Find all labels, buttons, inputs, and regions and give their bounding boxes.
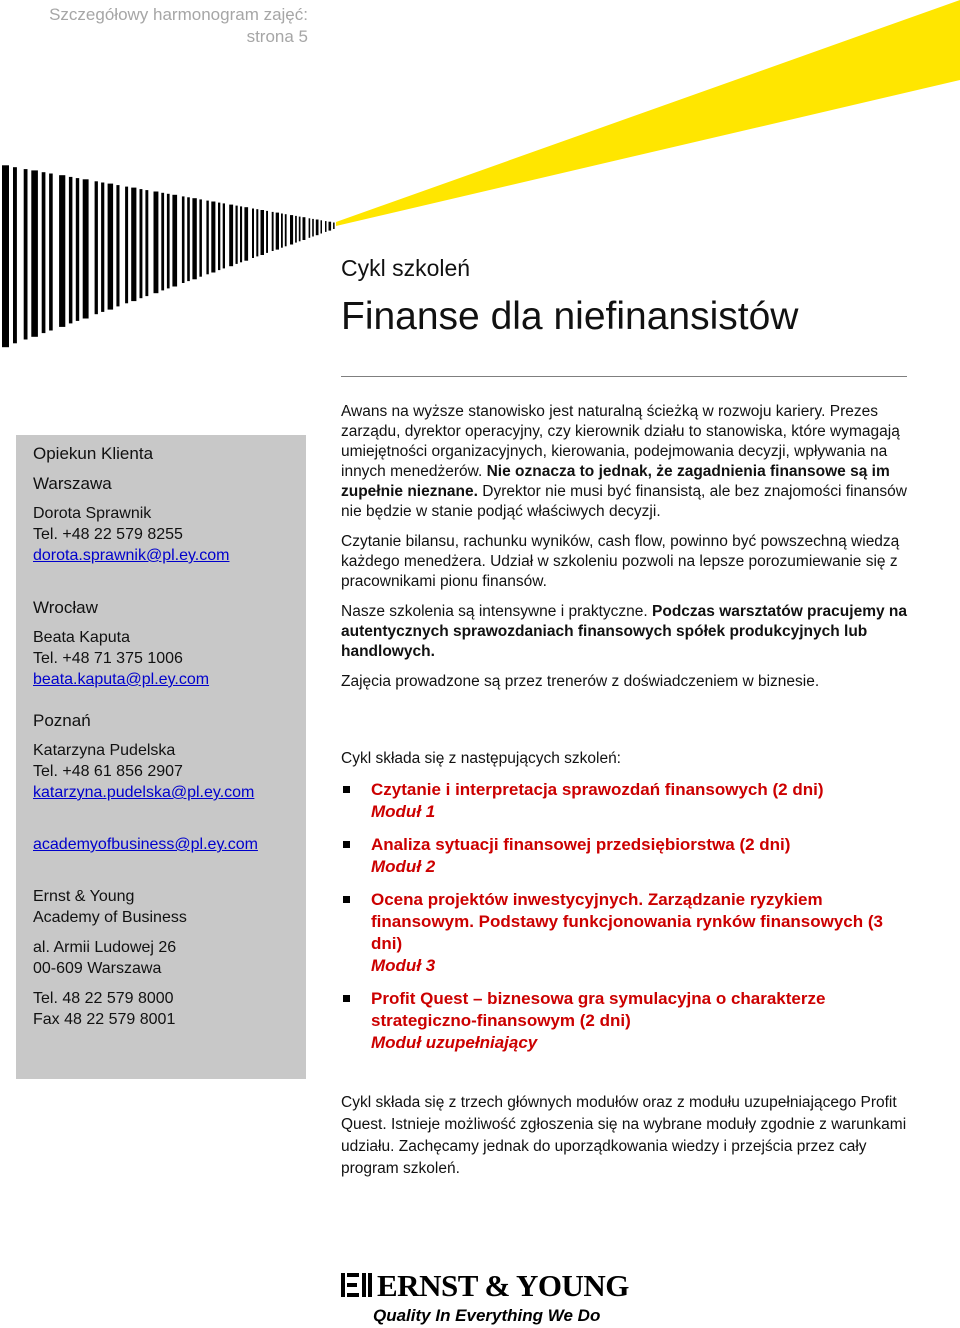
barcode-bar — [101, 183, 104, 312]
barcode-bar — [211, 202, 215, 273]
barcode-bar — [206, 201, 208, 275]
barcode-bar — [240, 206, 242, 262]
contact-name-warszawa: Dorota Sprawnik — [33, 505, 152, 522]
barcode-bar — [223, 203, 225, 268]
square-bullet-icon — [343, 995, 350, 1002]
module-item — [341, 834, 907, 878]
modules-lead: Cykl składa się z następujących szkoleń: — [341, 750, 621, 767]
barcode-bar — [95, 181, 98, 314]
intro-paragraph-4: Zajęcia prowadzone są przez trenerów z doświadczeniem w biznesie. — [341, 673, 820, 690]
barcode-bar — [252, 209, 254, 259]
barcode-bar — [69, 177, 73, 324]
barcode-bar — [161, 193, 164, 291]
contact-email-wroclaw[interactable]: beata.kaputa@pl.ey.com — [33, 671, 210, 688]
barcode-bar — [199, 199, 202, 276]
barcode-bar — [309, 218, 311, 238]
module-title: Ocena projektów inwestycyjnych. Zarządzanie ryzykiem finansowym. Podstawy funkcjonowania rynków finansowych (3 dni) — [371, 890, 883, 953]
barcode-bar — [76, 178, 79, 321]
barcode-bar — [172, 195, 177, 287]
intro-p1-text: Awans na wyższe stanowisko jest naturalną ścieżką w rozwoju kariery. Prezes zarządu, dyrektor operacyjny, czy kierownik działu to stanowiska, które wymagają umiejętności organizacyjnych, kierowania, podejmowania decyzji, wpływania na innych menedżerów. — [341, 403, 900, 480]
intro-paragraph-2: Czytanie bilansu, rachunku wyników, cash flow, powinno być powszechną wiedzą każdego menedżera. Udział w szkoleniu pozwoli na lepsze porozumiewanie się z pracownikami pionu finansów. — [341, 533, 900, 590]
city-wroclaw: Wrocław — [33, 598, 98, 617]
module-label: Moduł 1 — [371, 802, 436, 821]
barcode-bar — [13, 167, 17, 343]
contact-email-poznan[interactable]: katarzyna.pudelska@pl.ey.com — [33, 784, 255, 801]
barcode-bar — [131, 188, 136, 302]
address-street: al. Armii Ludowej 26 — [33, 939, 177, 956]
logo-name: ERNST & YOUNG — [377, 1268, 629, 1303]
barcode-bar — [182, 196, 185, 283]
city-warszawa: Warszawa — [33, 474, 112, 493]
intro-paragraph-3 — [341, 602, 907, 662]
barcode-bar — [236, 206, 238, 264]
module-title: Analiza sytuacji finansowej przedsiębiorstwa (2 dni) — [371, 835, 791, 854]
office-fax: Fax 48 22 579 8001 — [33, 1011, 176, 1028]
barcode-bar — [316, 220, 319, 236]
contact-sidebar — [16, 435, 306, 1079]
barcode-bar — [281, 214, 283, 248]
barcode-bar — [266, 211, 268, 253]
barcode-bar — [24, 169, 28, 339]
barcode-bar — [325, 221, 327, 232]
intro-p1-bold: Nie oznacza to jednak, że zagadnienia finansowe są im zupełnie nieznane. — [341, 463, 890, 500]
barcode-bar — [290, 215, 293, 244]
barcode-bar — [333, 223, 335, 230]
barcode-bar — [192, 198, 196, 279]
org-name: Ernst & Young — [33, 888, 135, 905]
org-unit: Academy of Business — [33, 909, 187, 926]
barcode-bar — [154, 192, 159, 294]
barcode-bar — [31, 170, 38, 336]
header-line-2: strona 5 — [246, 27, 308, 46]
barcode-bar — [303, 217, 306, 240]
intro-p3-bold: Podczas warsztatów pracujemy na autentycznych sprawozdaniach finansowych spółek produkcyjnych lub handlowych. — [341, 603, 907, 660]
address-city: 00-609 Warszawa — [33, 960, 162, 977]
contact-heading: Opiekun Klienta — [33, 444, 154, 463]
contact-phone-poznan: Tel. +48 61 856 2907 — [33, 763, 183, 780]
barcode-bar — [108, 184, 114, 310]
contact-phone-warszawa: Tel. +48 22 579 8255 — [33, 526, 183, 543]
module-label: Moduł uzupełniający — [371, 1033, 538, 1052]
contact-name-wroclaw: Beata Kaputa — [33, 629, 130, 646]
barcode-bar — [167, 194, 170, 289]
barcode-bar — [2, 165, 9, 347]
barcode-bar — [329, 222, 332, 231]
intro-p3-text: Nasze szkolenia są intensywne i praktyczne. — [341, 603, 653, 620]
barcode-bar — [42, 172, 46, 333]
barcode-bar — [299, 217, 301, 242]
barcode-bar — [256, 209, 258, 256]
module-label: Moduł 3 — [371, 956, 436, 975]
office-phone: Tel. 48 22 579 8000 — [33, 990, 174, 1007]
intro-paragraph-1 — [341, 402, 907, 522]
barcode-bar — [272, 212, 274, 251]
intro-text — [341, 402, 907, 702]
barcode-bar — [312, 219, 314, 237]
barcode-bar — [276, 213, 279, 250]
barcode-bar — [295, 216, 297, 243]
series-label: Cykl szkoleń — [341, 255, 471, 281]
barcode-bars — [2, 165, 335, 347]
barcode-bar — [59, 175, 65, 327]
intro-p1-tail: Dyrektor nie musi być finansistą, ale bez znajomości finansów nie będzie w stanie podjąć właściwych decyzji. — [341, 483, 907, 520]
contact-phone-wroclaw: Tel. +48 71 375 1006 — [33, 650, 183, 667]
title-divider — [341, 376, 907, 377]
barcode-bar — [145, 190, 148, 296]
contact-name-poznan: Katarzyna Pudelska — [33, 742, 176, 759]
module-title: Profit Quest – biznesowa gra symulacyjna o charakterze strategiczno-finansowym (2 dni) — [371, 989, 826, 1030]
module-item — [341, 889, 907, 977]
square-bullet-icon — [343, 896, 350, 903]
barcode-bar — [116, 185, 119, 306]
module-list — [341, 779, 907, 1065]
outro-text: Cykl składa się z trzech głównych modułów oraz z modułu uzupełniającego Profit Quest. Istnieje możliwość zgłoszenia się na wybrane moduły zgodnie z warunkami udziału. Zachęcamy jednak do uporządkowania wiedzy i przejścia przez cały program szkoleń. — [341, 1094, 907, 1177]
barcode-bar — [125, 187, 128, 304]
module-label: Moduł 2 — [371, 857, 436, 876]
barcode-bar — [261, 210, 265, 255]
barcode-bar — [244, 207, 248, 261]
header-line-1: Szczegółowy harmonogram zajęć: — [49, 5, 308, 24]
square-bullet-icon — [343, 841, 350, 848]
logo-tagline: Quality In Everything We Do — [373, 1306, 601, 1325]
barcode-bar — [285, 214, 287, 246]
yellow-beam — [336, 0, 960, 226]
page-title: Finanse dla niefinansistów — [341, 295, 799, 338]
city-poznan: Poznań — [33, 711, 91, 730]
module-item — [341, 988, 907, 1054]
barcode-bar — [187, 197, 190, 281]
barcode-bar — [321, 220, 323, 233]
barcode-bar — [140, 189, 143, 298]
ey-logo-mark-icon — [341, 1270, 373, 1300]
square-bullet-icon — [343, 786, 350, 793]
barcode-bar — [218, 203, 220, 271]
barcode-bar — [229, 205, 233, 267]
barcode-bar — [49, 174, 53, 331]
barcode-bar — [83, 179, 89, 318]
module-item — [341, 779, 907, 823]
ernst-young-logo — [341, 1268, 629, 1328]
contact-email-warszawa[interactable]: dorota.sprawnik@pl.ey.com — [33, 547, 230, 564]
module-title: Czytanie i interpretacja sprawozdań finansowych (2 dni) — [371, 780, 824, 799]
general-email[interactable]: academyofbusiness@pl.ey.com — [33, 836, 258, 853]
